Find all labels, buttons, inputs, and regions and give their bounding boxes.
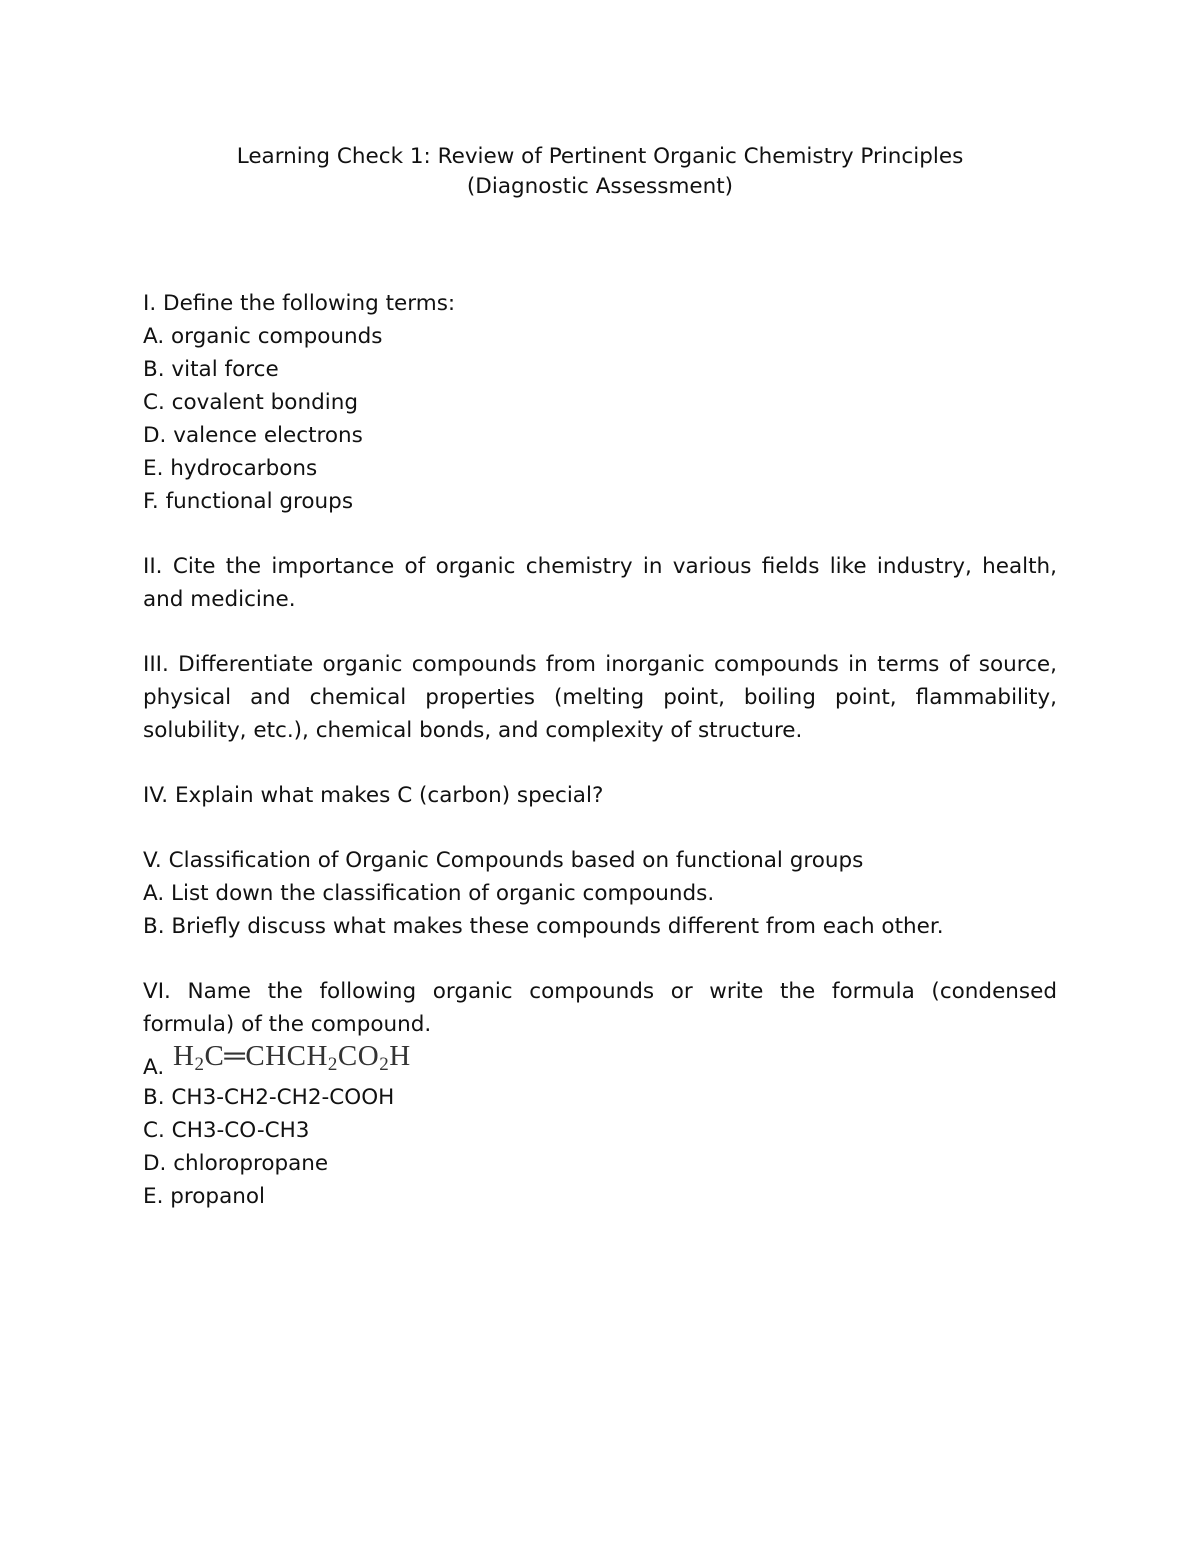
document-body (143, 287, 1057, 1213)
spacer (143, 518, 1057, 550)
section-classification (143, 844, 1057, 943)
compound-item: B. CH3-CH2-CH2-COOH (143, 1085, 395, 1110)
spacer (143, 943, 1057, 975)
document-title (143, 142, 1057, 202)
section-naming (143, 975, 1057, 1213)
chemical-formula-image: $H_2C═CHCH_2CO_2H$ (173, 1040, 411, 1075)
term-item: A. organic compounds (143, 324, 383, 349)
title-line-2: (Diagnostic Assessment) (466, 174, 734, 199)
section-differentiate (143, 648, 1057, 747)
title-line-1: Learning Check 1: Review of Pertinent Organic Chemistry Principles (236, 144, 964, 169)
compound-item: E. propanol (143, 1184, 265, 1209)
question-text: II. Cite the importance of organic chemistry in various fields like industry, health, and medicine. (143, 554, 1057, 612)
term-item: B. vital force (143, 357, 279, 382)
question-text: IV. Explain what makes C (carbon) special? (143, 783, 604, 808)
section-importance (143, 550, 1057, 616)
sub-question: B. Briefly discuss what makes these compounds different from each other. (143, 914, 944, 939)
section-heading: V. Classification of Organic Compounds based on functional groups (143, 848, 864, 873)
item-letter: A. (143, 1055, 165, 1080)
formula-item (143, 1040, 1057, 1081)
section-carbon (143, 779, 1057, 812)
term-item: E. hydrocarbons (143, 456, 318, 481)
term-item: D. valence electrons (143, 423, 363, 448)
term-item: F. functional groups (143, 489, 354, 514)
spacer (143, 812, 1057, 844)
spacer (143, 747, 1057, 779)
question-text: VI. Name the following organic compounds or write the formula (condensed formula) of the compound. (143, 979, 1057, 1037)
compound-item: D. chloropropane (143, 1151, 329, 1176)
term-item: C. covalent bonding (143, 390, 358, 415)
section-define-terms (143, 287, 1057, 518)
sub-question: A. List down the classification of organic compounds. (143, 881, 715, 906)
compound-item: C. CH3-CO-CH3 (143, 1118, 310, 1143)
spacer (143, 616, 1057, 648)
question-text: III. Differentiate organic compounds from inorganic compounds in terms of source, physical and chemical properties (melting point, boiling point, flammability, solubility, etc.), chemical bonds, and complexity of structure. (143, 652, 1057, 743)
section-heading: I. Define the following terms: (143, 291, 456, 316)
